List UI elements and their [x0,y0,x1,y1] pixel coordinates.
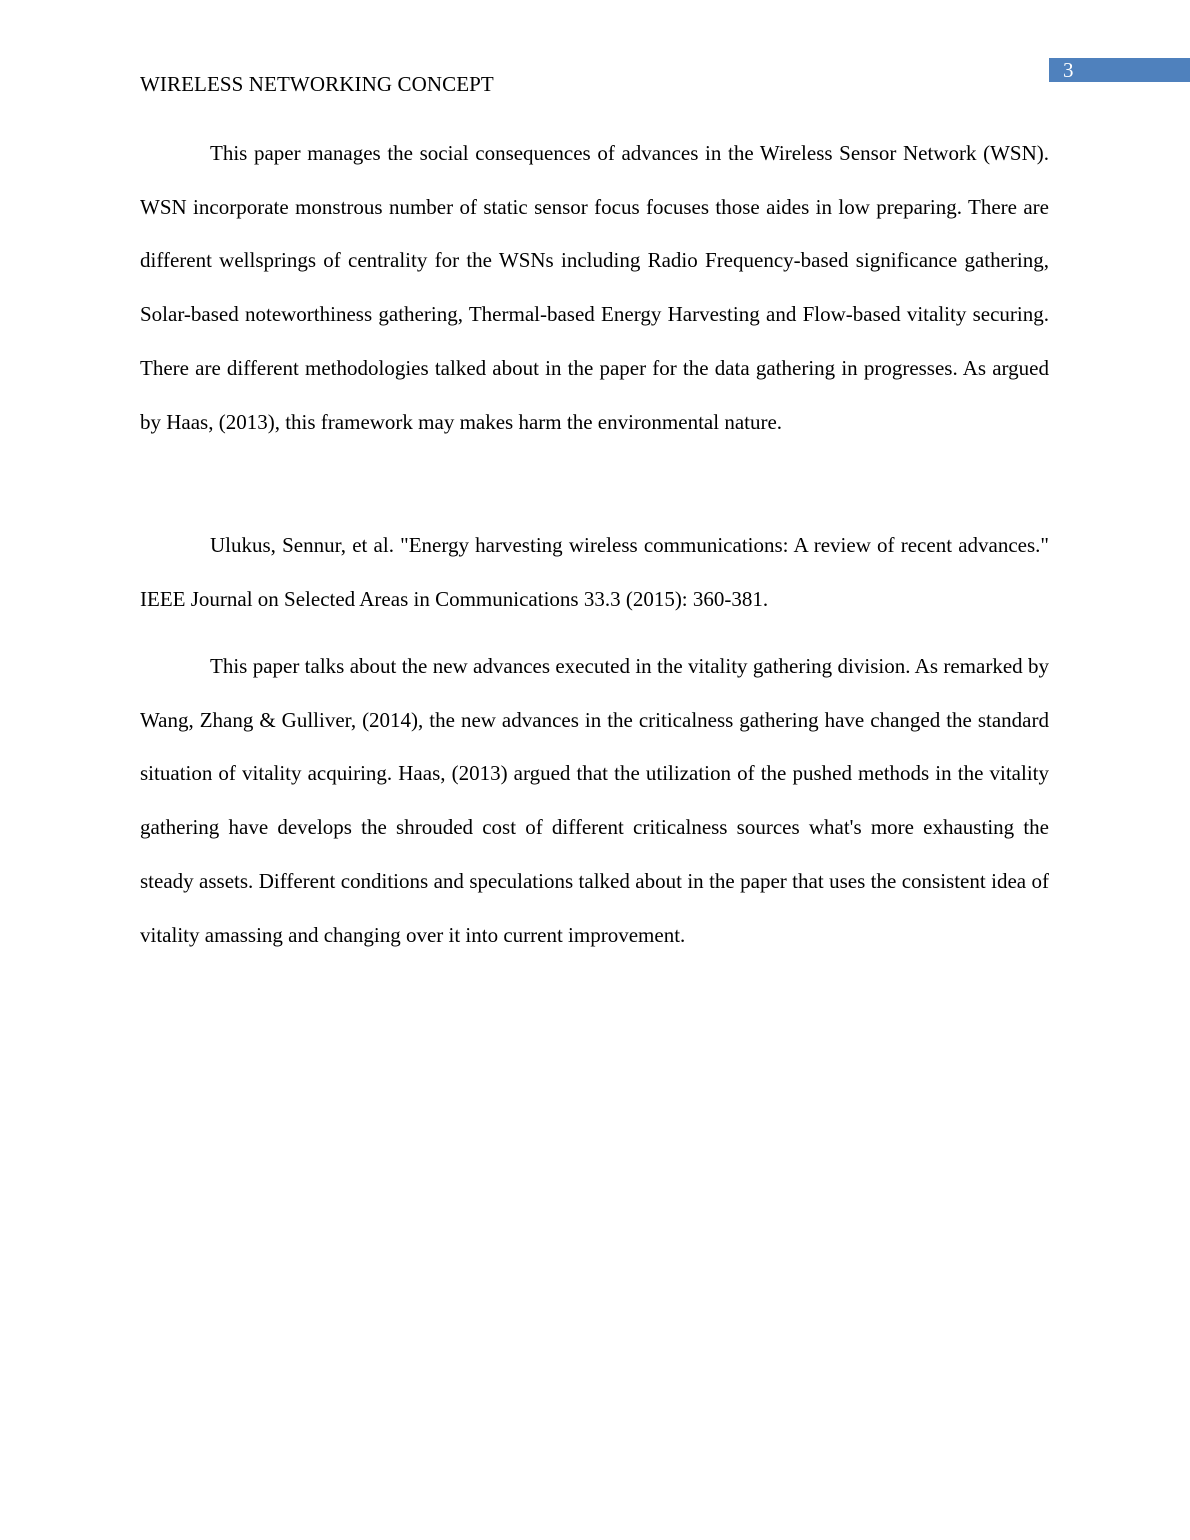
page-number: 3 [1049,58,1190,82]
running-head: WIRELESS NETWORKING CONCEPT [140,72,494,96]
reference-citation: Ulukus, Sennur, et al. "Energy harvesting wireless communications: A review of recent advances." IEEE Journal on Selected Areas in Communications 33.3 (2015): 360-381. [140,533,1049,611]
body-paragraph-2: This paper talks about the new advances executed in the vitality gathering division. As remarked by Wang, Zhang & Gulliver, (2014), the new advances in the criticalness gathering have changed the standard situation of vitality acquiring. Haas, (2013) argued that the utilization of the pushed methods in the vitality gathering have develops the shrouded cost of different criticalness sources what's more exhausting the steady assets. Different conditions and speculations talked about in the paper that uses the consistent idea of vitality amassing and changing over it into current improvement. [140,654,1049,947]
body-paragraph-1: This paper manages the social consequences of advances in the Wireless Sensor Network (WSN). WSN incorporate monstrous number of static sensor focus focuses those aides in low preparing. There are different wellsprings of centrality for the WSNs including Radio Frequency-based significance gathering, Solar-based noteworthiness gathering, Thermal-based Energy Harvesting and Flow-based vitality securing. There are different methodologies talked about in the paper for the data gathering in progresses. As argued by Haas, (2013), this framework may makes harm the environmental nature. [140,141,1049,434]
